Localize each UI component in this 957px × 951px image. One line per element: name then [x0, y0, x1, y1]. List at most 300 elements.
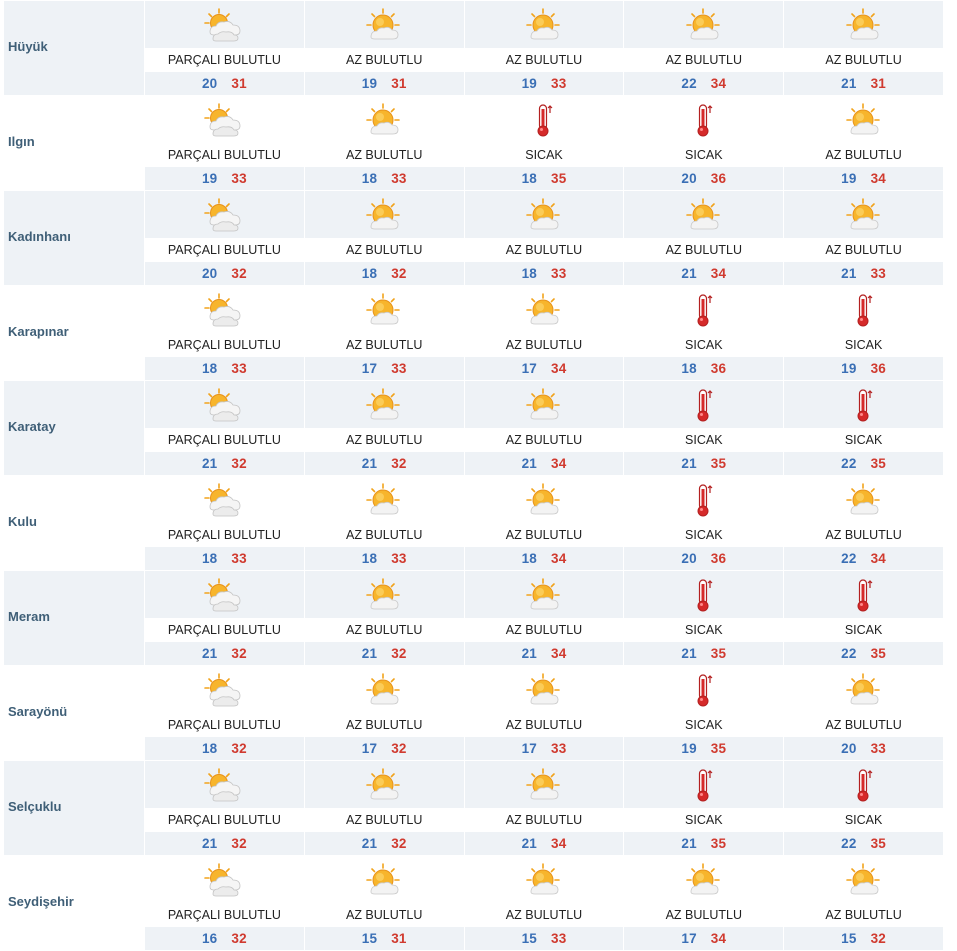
max-temperature: 34	[550, 361, 567, 376]
max-temperature: 32	[231, 646, 247, 661]
min-temperature: 20	[681, 171, 697, 186]
mostly-sunny-icon	[305, 191, 464, 238]
min-temperature: 18	[201, 741, 218, 756]
temperature-range	[784, 72, 943, 95]
condition-label: AZ BULUTLU	[825, 718, 902, 732]
day-forecast-cell	[465, 191, 624, 285]
condition-label: AZ BULUTLU	[825, 53, 902, 67]
day-forecast-cell	[465, 1, 624, 95]
temperature-range	[624, 262, 783, 285]
max-temperature: 33	[870, 741, 886, 756]
min-temperature: 21	[681, 646, 697, 661]
condition-label: SICAK	[685, 623, 723, 637]
mostly-sunny-icon	[305, 96, 464, 143]
temperature-range	[784, 262, 943, 285]
day-forecast-cell	[305, 571, 464, 665]
condition-label: SICAK	[844, 813, 883, 827]
day-forecast-cell	[145, 381, 304, 475]
district-row	[4, 666, 943, 760]
condition-label: AZ BULUTLU	[505, 433, 583, 447]
min-temperature: 15	[521, 931, 537, 946]
partly-cloudy-icon	[145, 191, 304, 238]
day-forecast-cell	[145, 1, 304, 95]
max-temperature: 31	[870, 76, 886, 91]
partly-cloudy-icon	[145, 476, 304, 523]
thermometer-hot-icon	[624, 96, 783, 143]
max-temperature: 33	[550, 741, 567, 756]
condition-label: SICAK	[685, 718, 723, 732]
condition-label: AZ BULUTLU	[345, 338, 423, 352]
temperature-range	[784, 357, 943, 380]
temperature-range	[465, 357, 624, 380]
max-temperature: 36	[870, 361, 886, 376]
temperature-range	[624, 167, 783, 190]
day-forecast-cell	[784, 761, 943, 855]
min-temperature: 18	[361, 171, 378, 186]
day-forecast-cell	[305, 761, 464, 855]
min-temperature: 21	[201, 646, 218, 661]
thermometer-hot-icon	[624, 286, 783, 333]
temperature-range	[624, 927, 783, 950]
district-name: Kulu	[8, 514, 37, 529]
min-temperature: 21	[361, 646, 378, 661]
max-temperature: 32	[231, 741, 247, 756]
min-temperature: 19	[681, 741, 697, 756]
condition-label: AZ BULUTLU	[345, 528, 423, 542]
condition-label: AZ BULUTLU	[505, 338, 583, 352]
partly-cloudy-icon	[145, 1, 304, 48]
temperature-range	[145, 547, 304, 570]
condition-label: PARÇALI BULUTLU	[167, 528, 281, 542]
day-forecast-cell	[624, 666, 783, 760]
mostly-sunny-icon	[305, 761, 464, 808]
day-forecast-cell	[465, 666, 624, 760]
condition-label: AZ BULUTLU	[345, 623, 423, 637]
min-temperature: 19	[201, 171, 218, 186]
temperature-range	[784, 167, 943, 190]
day-forecast-cell	[145, 191, 304, 285]
min-temperature: 18	[361, 266, 378, 281]
day-forecast-cell	[305, 856, 464, 950]
day-forecast-cell	[465, 476, 624, 570]
day-forecast-cell	[624, 856, 783, 950]
condition-label: SICAK	[844, 338, 883, 352]
day-cells	[145, 761, 943, 855]
max-temperature: 34	[550, 456, 567, 471]
temperature-range	[145, 452, 304, 475]
temperature-range	[624, 357, 783, 380]
min-temperature: 18	[521, 551, 537, 566]
mostly-sunny-icon	[624, 856, 783, 903]
max-temperature: 32	[391, 836, 407, 851]
max-temperature: 33	[870, 266, 886, 281]
day-forecast-cell	[465, 286, 624, 380]
max-temperature: 34	[710, 76, 727, 91]
district-row	[4, 96, 943, 190]
temperature-range	[624, 737, 783, 760]
min-temperature: 21	[361, 456, 378, 471]
temperature-range	[145, 832, 304, 855]
partly-cloudy-icon	[145, 666, 304, 713]
condition-label: PARÇALI BULUTLU	[167, 53, 281, 67]
thermometer-hot-icon	[624, 476, 783, 523]
district-name: Hüyük	[4, 1, 144, 95]
max-temperature: 35	[550, 171, 567, 186]
condition-label: SICAK	[685, 813, 723, 827]
thermometer-hot-icon	[624, 571, 783, 618]
temperature-range	[305, 72, 464, 95]
mostly-sunny-icon	[465, 286, 624, 333]
min-temperature: 18	[681, 361, 697, 376]
condition-label: AZ BULUTLU	[825, 528, 902, 542]
day-forecast-cell	[465, 381, 624, 475]
condition-label: PARÇALI BULUTLU	[167, 433, 281, 447]
min-temperature: 17	[521, 741, 537, 756]
min-temperature: 18	[521, 171, 537, 186]
min-temperature: 21	[521, 456, 537, 471]
district-row	[4, 191, 943, 285]
condition-label: AZ BULUTLU	[345, 433, 423, 447]
max-temperature: 32	[231, 456, 247, 471]
mostly-sunny-icon	[624, 191, 783, 238]
min-temperature: 17	[681, 931, 697, 946]
mostly-sunny-icon	[305, 381, 464, 428]
min-temperature: 21	[681, 836, 697, 851]
mostly-sunny-icon	[465, 1, 624, 48]
max-temperature: 31	[231, 76, 247, 91]
day-cells	[145, 96, 943, 190]
max-temperature: 33	[391, 171, 407, 186]
temperature-range	[465, 737, 624, 760]
mostly-sunny-icon	[784, 191, 943, 238]
max-temperature: 35	[870, 836, 886, 851]
temperature-range	[305, 927, 464, 950]
day-forecast-cell	[145, 96, 304, 190]
min-temperature: 21	[361, 836, 378, 851]
max-temperature: 35	[710, 456, 727, 471]
temperature-range	[305, 357, 464, 380]
max-temperature: 36	[710, 171, 727, 186]
district-name: Kadınhanı	[4, 191, 144, 285]
day-forecast-cell	[624, 1, 783, 95]
district-row	[4, 381, 943, 475]
partly-cloudy-icon	[145, 571, 304, 618]
district-name: Ilgın	[8, 134, 35, 149]
day-forecast-cell	[784, 666, 943, 760]
max-temperature: 33	[550, 266, 567, 281]
condition-label: AZ BULUTLU	[345, 243, 423, 257]
district-row	[4, 571, 943, 665]
temperature-range	[465, 452, 624, 475]
temperature-range	[305, 737, 464, 760]
thermometer-hot-icon	[624, 761, 783, 808]
min-temperature: 18	[201, 361, 218, 376]
condition-label: AZ BULUTLU	[345, 813, 423, 827]
day-cells	[145, 1, 943, 95]
condition-label: AZ BULUTLU	[505, 243, 583, 257]
condition-label: AZ BULUTLU	[505, 528, 583, 542]
min-temperature: 20	[681, 551, 697, 566]
max-temperature: 32	[231, 931, 247, 946]
district-row	[4, 1, 943, 95]
temperature-range	[784, 927, 943, 950]
max-temperature: 33	[391, 551, 407, 566]
temperature-range	[145, 927, 304, 950]
max-temperature: 32	[231, 836, 247, 851]
day-cells	[145, 666, 943, 760]
condition-label: SICAK	[685, 528, 723, 542]
max-temperature: 34	[870, 171, 886, 186]
min-temperature: 17	[361, 741, 378, 756]
mostly-sunny-icon	[305, 476, 464, 523]
day-forecast-cell	[305, 381, 464, 475]
min-temperature: 18	[521, 266, 537, 281]
temperature-range	[145, 642, 304, 665]
mostly-sunny-icon	[305, 1, 464, 48]
partly-cloudy-icon	[145, 856, 304, 903]
district-row	[4, 856, 943, 950]
max-temperature: 32	[391, 741, 407, 756]
temperature-range	[465, 832, 624, 855]
district-name: Sarayönü	[8, 704, 68, 719]
max-temperature: 32	[391, 456, 407, 471]
day-forecast-cell	[145, 571, 304, 665]
day-forecast-cell	[465, 571, 624, 665]
min-temperature: 18	[361, 551, 378, 566]
max-temperature: 33	[231, 171, 247, 186]
min-temperature: 22	[841, 456, 857, 471]
temperature-range	[784, 832, 943, 855]
mostly-sunny-icon	[784, 476, 943, 523]
day-cells	[145, 856, 943, 950]
day-cells	[145, 286, 943, 380]
mostly-sunny-icon	[465, 191, 624, 238]
day-forecast-cell	[784, 381, 943, 475]
day-forecast-cell	[784, 191, 943, 285]
partly-cloudy-icon	[145, 381, 304, 428]
min-temperature: 17	[521, 361, 537, 376]
mostly-sunny-icon	[465, 476, 624, 523]
day-forecast-cell	[784, 476, 943, 570]
condition-label: SICAK	[685, 338, 723, 352]
day-forecast-cell	[784, 286, 943, 380]
day-forecast-cell	[145, 286, 304, 380]
temperature-range	[305, 452, 464, 475]
condition-label: SICAK	[844, 433, 883, 447]
day-cells	[145, 571, 943, 665]
condition-label: AZ BULUTLU	[505, 718, 583, 732]
max-temperature: 32	[391, 266, 407, 281]
forecast-table	[4, 1, 943, 951]
mostly-sunny-icon	[305, 666, 464, 713]
condition-label: AZ BULUTLU	[345, 718, 423, 732]
day-forecast-cell	[784, 571, 943, 665]
district-name: Meram	[4, 571, 144, 665]
thermometer-hot-icon	[624, 666, 783, 713]
day-cells	[145, 381, 943, 475]
thermometer-hot-icon	[784, 286, 943, 333]
max-temperature: 33	[231, 551, 247, 566]
condition-label: PARÇALI BULUTLU	[167, 623, 281, 637]
min-temperature: 22	[841, 646, 857, 661]
temperature-range	[624, 72, 783, 95]
day-forecast-cell	[784, 96, 943, 190]
partly-cloudy-icon	[145, 761, 304, 808]
day-forecast-cell	[145, 761, 304, 855]
thermometer-hot-icon	[624, 381, 783, 428]
thermometer-hot-icon	[465, 96, 624, 143]
day-forecast-cell	[624, 476, 783, 570]
temperature-range	[305, 547, 464, 570]
max-temperature: 33	[231, 361, 247, 376]
temperature-range	[784, 737, 943, 760]
day-forecast-cell	[305, 286, 464, 380]
temperature-range	[784, 547, 943, 570]
max-temperature: 34	[550, 551, 567, 566]
min-temperature: 20	[841, 741, 857, 756]
condition-label: PARÇALI BULUTLU	[167, 148, 281, 162]
max-temperature: 34	[710, 266, 727, 281]
max-temperature: 32	[231, 266, 247, 281]
temperature-range	[465, 72, 624, 95]
day-forecast-cell	[305, 96, 464, 190]
day-forecast-cell	[465, 856, 624, 950]
day-forecast-cell	[624, 761, 783, 855]
district-row	[4, 761, 943, 855]
temperature-range	[145, 737, 304, 760]
district-row	[4, 476, 943, 570]
partly-cloudy-icon	[145, 96, 304, 143]
condition-label: PARÇALI BULUTLU	[167, 718, 281, 732]
condition-label: AZ BULUTLU	[665, 908, 742, 922]
temperature-range	[145, 357, 304, 380]
min-temperature: 21	[841, 76, 857, 91]
thermometer-hot-icon	[784, 761, 943, 808]
min-temperature: 19	[361, 76, 378, 91]
day-forecast-cell	[305, 666, 464, 760]
day-forecast-cell	[624, 286, 783, 380]
min-temperature: 16	[201, 931, 218, 946]
temperature-range	[305, 642, 464, 665]
min-temperature: 19	[521, 76, 537, 91]
day-forecast-cell	[145, 476, 304, 570]
min-temperature: 21	[681, 266, 697, 281]
condition-label: AZ BULUTLU	[505, 53, 583, 67]
mostly-sunny-icon	[624, 1, 783, 48]
condition-label: AZ BULUTLU	[505, 623, 583, 637]
district-name: Seydişehir	[8, 894, 74, 909]
max-temperature: 35	[870, 456, 886, 471]
max-temperature: 36	[710, 551, 727, 566]
max-temperature: 35	[710, 836, 727, 851]
condition-label: SICAK	[844, 623, 883, 637]
day-forecast-cell	[624, 571, 783, 665]
mostly-sunny-icon	[465, 381, 624, 428]
day-cells	[145, 191, 943, 285]
max-temperature: 32	[391, 646, 407, 661]
max-temperature: 36	[710, 361, 727, 376]
condition-label: PARÇALI BULUTLU	[167, 243, 281, 257]
min-temperature: 18	[201, 551, 218, 566]
condition-label: PARÇALI BULUTLU	[167, 813, 281, 827]
condition-label: AZ BULUTLU	[825, 243, 902, 257]
day-forecast-cell	[784, 856, 943, 950]
temperature-range	[305, 262, 464, 285]
condition-label: AZ BULUTLU	[345, 53, 423, 67]
condition-label: AZ BULUTLU	[665, 243, 742, 257]
max-temperature: 32	[870, 931, 886, 946]
day-forecast-cell	[145, 666, 304, 760]
max-temperature: 35	[710, 646, 727, 661]
min-temperature: 19	[841, 361, 857, 376]
mostly-sunny-icon	[784, 96, 943, 143]
day-forecast-cell	[145, 856, 304, 950]
condition-label: AZ BULUTLU	[345, 908, 423, 922]
district-name: Selçuklu	[4, 761, 144, 855]
condition-label: SICAK	[525, 148, 563, 162]
min-temperature: 21	[201, 456, 218, 471]
temperature-range	[784, 452, 943, 475]
day-forecast-cell	[624, 96, 783, 190]
temperature-range	[305, 832, 464, 855]
min-temperature: 19	[841, 171, 857, 186]
condition-label: PARÇALI BULUTLU	[167, 338, 281, 352]
mostly-sunny-icon	[784, 1, 943, 48]
min-temperature: 20	[201, 266, 218, 281]
temperature-range	[145, 262, 304, 285]
condition-label: PARÇALI BULUTLU	[167, 908, 281, 922]
thermometer-hot-icon	[784, 381, 943, 428]
max-temperature: 33	[550, 931, 567, 946]
max-temperature: 34	[550, 836, 567, 851]
mostly-sunny-icon	[465, 856, 624, 903]
mostly-sunny-icon	[305, 856, 464, 903]
condition-label: SICAK	[685, 433, 723, 447]
max-temperature: 35	[710, 741, 727, 756]
min-temperature: 21	[521, 646, 537, 661]
min-temperature: 21	[681, 456, 697, 471]
temperature-range	[784, 642, 943, 665]
day-forecast-cell	[784, 1, 943, 95]
min-temperature: 21	[201, 836, 218, 851]
condition-label: AZ BULUTLU	[825, 148, 902, 162]
temperature-range	[145, 167, 304, 190]
day-cells	[145, 476, 943, 570]
thermometer-hot-icon	[784, 571, 943, 618]
day-forecast-cell	[305, 476, 464, 570]
max-temperature: 33	[550, 76, 567, 91]
temperature-range	[465, 642, 624, 665]
mostly-sunny-icon	[305, 286, 464, 333]
mostly-sunny-icon	[784, 856, 943, 903]
mostly-sunny-icon	[305, 571, 464, 618]
condition-label: AZ BULUTLU	[345, 148, 423, 162]
min-temperature: 22	[841, 836, 857, 851]
day-forecast-cell	[465, 761, 624, 855]
max-temperature: 33	[391, 361, 407, 376]
condition-label: AZ BULUTLU	[825, 908, 902, 922]
min-temperature: 21	[521, 836, 537, 851]
mostly-sunny-icon	[465, 571, 624, 618]
min-temperature: 17	[361, 361, 378, 376]
day-forecast-cell	[305, 1, 464, 95]
min-temperature: 15	[841, 931, 857, 946]
district-row	[4, 286, 943, 380]
min-temperature: 22	[841, 551, 857, 566]
max-temperature: 34	[870, 551, 886, 566]
min-temperature: 20	[201, 76, 218, 91]
min-temperature: 21	[841, 266, 857, 281]
